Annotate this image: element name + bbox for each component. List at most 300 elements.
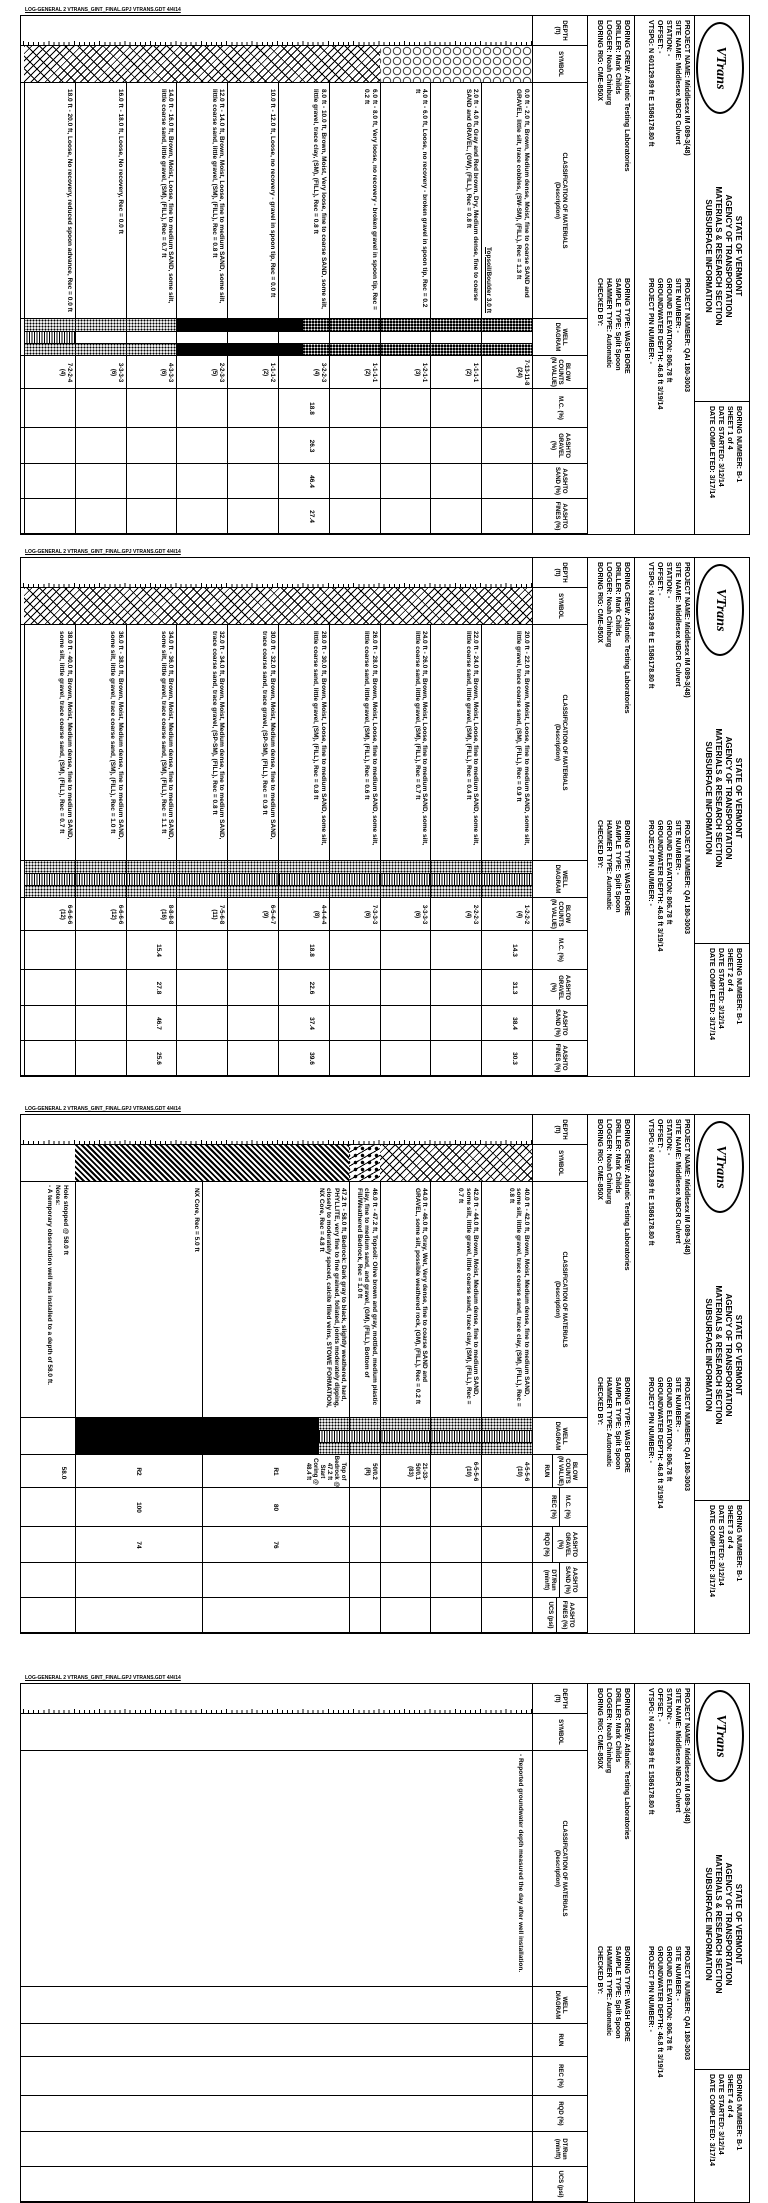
logo-text: VTrans [713, 1145, 728, 1189]
column-header-label: DEPTH (ft) [554, 1688, 567, 1709]
sheet-number: SHEET 2 of 4 [726, 948, 733, 992]
row-blow-counts: 4-3-3-3 (6) [160, 362, 174, 383]
column-header-label: AASHTO GRAVEL (%) [557, 1531, 578, 1558]
info-line: OFFSET: - [656, 562, 663, 596]
agency-line: SUBSURFACE INFORMATION [704, 199, 713, 313]
crew-line: BORING TYPE: WASH BORE [623, 1946, 630, 2042]
row-gravel-value: 27.8 [155, 981, 163, 995]
row-description: 16.0 ft - 18.0 ft, Loose, No recovery, Rec = 0.0 ft [116, 89, 124, 234]
row-description: 22.0 ft - 24.0 ft, Brown, Moist, Loose, fine to medium SAND, some silt, little coarse sand, little gravel, (SM), (FILL), Rec = 0.4 ft [464, 631, 480, 846]
notes-block [45, 1185, 69, 1625]
log-sheet-page [20, 557, 750, 1077]
row-description: 12.0 ft - 14.0 ft, Brown, Moist, Loose, fine to medium SAND, some silt, little coarse sand, little gravel, (SM), (FILL), Rec = 0.8 ft [210, 89, 226, 304]
log-row [126, 558, 177, 1076]
log-row [75, 558, 126, 1076]
crew-info-right [595, 1946, 631, 2201]
agency-line: MATERIALS & RESEARCH SECTION [714, 728, 723, 868]
info-line: STATION: - [665, 1119, 672, 1156]
info-line: SITE NUMBER: - [674, 278, 681, 333]
row-description: 44.0 ft - 46.0 ft, Gray, Wet, Very dense, fine to coarse SAND and GRAVEL, some silt, possible weathered rock, (GM), (FILL), Rec = 0.2 ft [413, 1188, 429, 1405]
row-divider [24, 625, 25, 1076]
agency-line: SUBSURFACE INFORMATION [704, 1298, 713, 1412]
crew-line: LOGGER: Noah Chinburg [605, 1688, 612, 1774]
footer-note: LOG-GENERAL 2 VTRANS_GINT_FINAL.GPJ VTRANS.GDT 4/4/14 [25, 549, 181, 555]
agency-title [703, 116, 743, 396]
info-line: PROJECT NUMBER: QAI 180-3003 [683, 820, 690, 934]
column-header-blows [533, 898, 587, 931]
column-header-fines [533, 2167, 587, 2202]
note-line: - A temporary observation well was installed to a depth of 58.0 ft. [45, 1185, 53, 1385]
crew-info-left [595, 562, 631, 817]
info-line: SITE NUMBER: - [674, 820, 681, 875]
project-info [634, 16, 694, 534]
column-header-moisture [533, 389, 587, 428]
row-description: 10.0 ft - 12.0 ft, Loose, no recovery - gravel in spoon tip, Rec = 0.0 ft [269, 89, 276, 298]
row-divider [227, 625, 228, 1076]
row-description: 6.0 ft - 8.0 ft, Very loose, no recovery - broken gravel in spoon tip, Rec = 0.2 ft [363, 89, 378, 310]
row-blow-counts: 4-5-5-6 (10) [516, 1461, 529, 1482]
crew-line: HAMMER TYPE: Automatic [605, 1377, 612, 1467]
project-info-right [646, 820, 691, 1075]
row-blow-counts: 1-1-1-1 (2) [465, 362, 479, 383]
crew-line: BORING RIG: CME-850X [596, 562, 603, 643]
column-header-depth [533, 558, 587, 588]
row-divider [202, 1182, 203, 1633]
column-header-label: SYMBOL [557, 51, 564, 77]
row-divider [278, 625, 279, 1076]
column-header-rock-label: DT/Run (min/ft) [543, 1563, 561, 1597]
row-blow-counts: 4-4-4-4 (8) [312, 904, 326, 925]
row-divider [176, 625, 177, 1076]
column-header-label: WELL DIAGRAM [554, 1421, 567, 1451]
column-header-label: BLOW COUNTS (N VALUE) [557, 1456, 578, 1486]
row-description: 47.2 ft - 58.0 ft, Bedrock: Dark gray to black, slightly weathered, hard, PHYLLITE, very fine to fine grained, foliated, joints moderately dipping, closely to moderately spaced, calcite filled veins, STOWE FORMATION, NX Core, Rec = 4.8 ft [317, 1188, 348, 1408]
row-blow-counts: 8-8-8-8 (16) [160, 904, 174, 925]
topsoil-boulder-label: Topsoil/Boulder 3.0 ft [485, 247, 493, 313]
column-header-classification [533, 83, 587, 319]
column-header-well [533, 861, 587, 898]
row-sand-value: 38.4 [511, 1017, 518, 1030]
hole-stopped-label: Hole stopped @ 58.0 ft [61, 1185, 69, 1255]
log-row [430, 558, 481, 1076]
column-header-label: DEPTH (ft) [554, 1119, 567, 1140]
log-sheet-page [20, 1683, 750, 2203]
row-description: 0.0 ft - 2.0 ft, Brown, Medium dense, Moist, fine to coarse SAND and GRAVEL, little silt, trace cobbles, (SW-SM), (FILL), Rec = 1.3 ft [515, 89, 530, 298]
column-header-classification [533, 625, 587, 861]
column-header-label: WELL DIAGRAM [554, 864, 567, 894]
column-header-label: CLASSIFICATION OF MATERIALS [561, 152, 567, 249]
agency-line: AGENCY OF TRANSPORTATION [724, 1293, 733, 1417]
crew-line: BORING TYPE: WASH BORE [623, 1377, 630, 1473]
row-divider [126, 83, 127, 534]
row-rqd-value: 76 [272, 1541, 280, 1549]
info-line: PROJECT PIN NUMBER: - [647, 278, 654, 364]
info-line: SITE NUMBER: - [674, 1377, 681, 1432]
crew-line: BORING CREW: Atlantic Testing Laboratories [623, 562, 630, 714]
notes-title: Notes: [53, 1185, 61, 1206]
column-header-blows [533, 1455, 587, 1488]
log-row [349, 1115, 379, 1633]
crew-info-right [595, 278, 631, 533]
column-header-label: WELL DIAGRAM [554, 322, 567, 352]
project-info [634, 1684, 694, 2202]
log-row [430, 1115, 481, 1633]
crew-info-left [595, 1119, 631, 1374]
row-sand-value: 37.4 [307, 1017, 315, 1030]
date-started: DATE STARTED: 3/12/14 [717, 1505, 724, 1586]
column-headers [532, 558, 587, 1076]
logo-text: VTrans [713, 588, 728, 632]
agency-line: SUBSURFACE INFORMATION [704, 741, 713, 855]
row-description: 46.0 ft - 47.2 ft, Topsoil: Olive brown and gray, mottled, medium plastic clay, fine to medium sand, and gravel, (GM), (FILL), Bottom of Fill/Weathered Bedrock, Rec = 1.0 ft [355, 1188, 378, 1406]
column-header-label: CLASSIFICATION OF MATERIALS [561, 694, 567, 791]
title-block [694, 1115, 749, 1633]
column-header-label: RUN [557, 2033, 564, 2047]
row-run-value: R2 [135, 1467, 143, 1476]
info-line: GROUNDWATER DEPTH: 46.8 ft 3/19/14 [656, 820, 663, 952]
column-header-label: M.C. (%) [564, 1495, 571, 1519]
sheet-number: SHEET 4 of 4 [726, 2074, 733, 2118]
log-row [380, 1115, 431, 1633]
row-divider [329, 625, 330, 1076]
column-header-label: AASHTO FINES (%) [561, 1600, 574, 1630]
log-body [21, 1115, 532, 1633]
log-row [278, 16, 329, 534]
crew-line: BORING RIG: CME-850X [596, 1119, 603, 1200]
crew-line: SAMPLE TYPE: Split Spoon [614, 278, 621, 371]
crew-line: DRILLER: Mark Childs [614, 1688, 621, 1763]
column-header-symbol [533, 46, 587, 83]
column-header-label: AASHTO SAND (%) [554, 467, 567, 495]
column-header-label: SYMBOL [557, 1150, 564, 1176]
date-completed: DATE COMPLETED: 3/17/14 [708, 406, 715, 499]
boring-info-box [695, 1500, 749, 1633]
log-row [278, 558, 329, 1076]
row-blow-counts: 6-6-6-6 (12) [58, 904, 72, 925]
agency-title [703, 1784, 743, 2064]
log-sheet-page [20, 1114, 750, 1634]
info-line: PROJECT NAME: Middlesex IM 089-3(48) [683, 1119, 690, 1255]
row-divider [349, 1182, 350, 1633]
info-line: OFFSET: - [656, 1688, 663, 1722]
column-header-depth [533, 16, 587, 46]
row-description: 8.0 ft - 10.0 ft, Brown, Moist, Very loose, fine to coarse SAND, some silt, little gravel, trace clay, (SM), (FILL), Rec = 0.8 ft [312, 89, 327, 309]
column-header-sand [533, 1563, 587, 1598]
row-mc-value: 18.8 [307, 944, 315, 957]
crew-info-left [595, 1688, 631, 1943]
info-line: PROJECT PIN NUMBER: - [647, 1946, 654, 2032]
log-row [202, 1115, 349, 1633]
row-blow-counts: 3-3-3-3 (6) [414, 904, 428, 925]
depth-scale-minor-ticks [21, 1710, 532, 1713]
column-header-fines [533, 1041, 587, 1076]
column-fines [21, 2167, 532, 2202]
row-description: 28.0 ft - 30.0 ft, Brown, Moist, Loose, fine to medium SAND, some silt, little coarse sand, little gravel, (SM), (FILL), Rec = 0.8 ft [312, 631, 327, 846]
row-blow-counts: 21-33-50/0.1 (83) [407, 1462, 428, 1481]
column-header-label: AASHTO FINES (%) [554, 501, 567, 531]
column-header-moisture [533, 2057, 587, 2096]
column-header-sand [533, 464, 587, 499]
agency-line: STATE OF VERMONT [734, 1314, 743, 1396]
column-header-rock-label: RQD (%) [543, 1527, 554, 1562]
column-header-label: BLOW COUNTS (N VALUE) [550, 357, 571, 387]
column-header-well [533, 1987, 587, 2024]
row-gravel-value: 31.3 [511, 981, 518, 995]
info-line: PROJECT NUMBER: QAI 180-3003 [683, 1377, 690, 1491]
row-blow-counts: 2-2-3-3 (5) [211, 362, 225, 383]
date-started: DATE STARTED: 3/12/14 [717, 948, 724, 1029]
column-header-label: SYMBOL [557, 593, 564, 619]
row-blow-counts: 7-3-3-3 (6) [363, 904, 377, 925]
column-header-fines [533, 499, 587, 534]
row-blow-counts: 3-2-2-3 (4) [312, 362, 326, 383]
project-info-right [646, 278, 691, 533]
column-header-label: M.C. (%) [557, 938, 564, 962]
log-row [227, 558, 278, 1076]
agency-line: STATE OF VERMONT [734, 215, 743, 297]
boring-info-box [695, 943, 749, 1076]
log-row [75, 1115, 202, 1633]
column-header-gravel [533, 428, 587, 464]
agency-title [703, 658, 743, 938]
info-line: SITE NAME: Middlesex NBCR Culvert [674, 20, 681, 145]
info-line: GROUND ELEVATION: 806.78 ft [665, 1377, 672, 1482]
info-line: PROJECT PIN NUMBER: - [647, 820, 654, 906]
notes-block [516, 1754, 524, 2194]
info-line: PROJECT NAME: Middlesex IM 089-3(48) [683, 562, 690, 698]
column-header-symbol [533, 1145, 587, 1182]
row-divider [24, 83, 25, 534]
crew-info-left [595, 20, 631, 275]
info-line: GROUNDWATER DEPTH: 46.8 ft 3/19/14 [656, 278, 663, 410]
row-blow-counts: 7-5-6-8 (11) [211, 904, 225, 925]
column-header-depth [533, 1684, 587, 1714]
crew-info [587, 558, 634, 1076]
agency-line: AGENCY OF TRANSPORTATION [724, 736, 733, 860]
info-line: VTSPG: N 601129.89 ft E 1586178.80 ft [647, 1688, 654, 1815]
info-line: SITE NAME: Middlesex NBCR Culvert [674, 1119, 681, 1244]
row-description: 26.0 ft - 28.0 ft, Brown, Moist, Loose, fine to medium SAND, some silt, little coarse sand, little gravel, (SM), (FILL), Rec = 0.6 ft [363, 631, 378, 846]
agency-line: MATERIALS & RESEARCH SECTION [714, 1285, 723, 1425]
boring-info-box [695, 2069, 749, 2202]
info-line: VTSPG: N 601129.89 ft E 1586178.80 ft [647, 562, 654, 689]
row-blow-counts: Top of Bedrock @ 47.2 ft Start Coring @ 48.4 ft [305, 1455, 347, 1488]
log-row [380, 558, 431, 1076]
agency-line: AGENCY OF TRANSPORTATION [724, 194, 733, 318]
column-blows [21, 2024, 532, 2057]
row-mc-value: 18.8 [307, 402, 315, 415]
row-rec-value: 80 [272, 1503, 280, 1512]
column-header-gravel [533, 1527, 587, 1563]
row-description: 4.0 ft - 6.0 ft, Loose, no recovery - broken gravel in spoon tip, Rec = 0.2 ft [413, 89, 429, 308]
agency-line: AGENCY OF TRANSPORTATION [724, 1862, 733, 1986]
title-block [694, 1684, 749, 2202]
column-header-label: REC (%) [557, 2064, 564, 2088]
row-divider [481, 83, 482, 534]
column-header-label: RQD (%) [557, 2101, 564, 2126]
row-description: 34.0 ft - 36.0 ft, Brown, Moist, Medium dense, fine to medium SAND, some silt, little gravel, trace coarse sand, (SM), (FILL), Rec = 1.1 ft [159, 631, 175, 840]
row-description: 30.0 ft - 32.0 ft, Brown, Moist, Medium dense, fine to medium SAND, trace coarse sand, trace gravel, (SP-SM), (FILL), Rec = 0.9 ft [261, 631, 276, 840]
row-rec-value: 100 [135, 1502, 143, 1513]
log-body [21, 558, 532, 1076]
agency-line: MATERIALS & RESEARCH SECTION [714, 186, 723, 326]
crew-info-right [595, 820, 631, 1075]
crew-line: CHECKED BY: [596, 820, 603, 869]
info-line: PROJECT NAME: Middlesex IM 089-3(48) [683, 20, 690, 156]
crew-line: BORING CREW: Atlantic Testing Laboratories [623, 1688, 630, 1840]
log-row [481, 1115, 532, 1633]
footer-note: LOG-GENERAL 2 VTRANS_GINT_FINAL.GPJ VTRANS.GDT 4/4/14 [25, 1675, 181, 1681]
title-block [694, 16, 749, 534]
note-line: - Reported groundwater depth measured the day after well installation. [517, 1754, 524, 1973]
row-description: 38.0 ft - 40.0 ft, Brown, Moist, Medium dense, fine to medium SAND, some silt, little gravel, trace coarse sand, (SM), (FILL), Rec = 0.7 ft [58, 631, 73, 840]
crew-line: LOGGER: Noah Chinburg [605, 20, 612, 106]
column-header-label: SYMBOL [557, 1719, 564, 1745]
agency-line: STATE OF VERMONT [734, 757, 743, 839]
crew-line: CHECKED BY: [596, 278, 603, 327]
row-description: 32.0 ft - 34.0 ft, Brown, Moist, Medium dense, fine to medium SAND, trace coarse sand, trace gravel, (SP-SM), (FILL), Rec = 0.8 ft [210, 631, 226, 840]
column-header-moisture [533, 931, 587, 970]
log-row [176, 558, 227, 1076]
crew-line: HAMMER TYPE: Automatic [605, 820, 612, 910]
row-divider [278, 83, 279, 534]
row-divider [481, 1182, 482, 1633]
vtrans-logo [696, 1690, 744, 1782]
row-divider [380, 625, 381, 1076]
crew-line: SAMPLE TYPE: Split Spoon [614, 1377, 621, 1470]
column-header-label: AASHTO SAND (%) [554, 1009, 567, 1037]
row-fines-value: 30.3 [511, 1052, 518, 1065]
project-info-left [646, 20, 691, 275]
project-info-right [646, 1946, 691, 2201]
logo-text: VTrans [713, 46, 728, 90]
column-header-sublabel: (Description) [554, 1280, 560, 1318]
info-line: STATION: - [665, 20, 672, 57]
crew-line: SAMPLE TYPE: Split Spoon [614, 1946, 621, 2039]
column-header-rock-label: REC (%) [550, 1488, 561, 1526]
column-header-label: DEPTH (ft) [554, 562, 567, 583]
row-blow-counts: 7-13-11-8 (24) [516, 359, 529, 386]
log-row [329, 16, 380, 534]
row-blow-counts: 3-3-3-3 (6) [109, 362, 123, 383]
row-rqd-value: 74 [135, 1541, 143, 1549]
info-line: GROUND ELEVATION: 806.78 ft [665, 1946, 672, 2051]
crew-line: DRILLER: Mark Childs [614, 1119, 621, 1194]
footer-note: LOG-GENERAL 2 VTRANS_GINT_FINAL.GPJ VTRANS.GDT 4/4/14 [25, 1106, 181, 1112]
column-well [21, 1987, 532, 2024]
info-line: SITE NAME: Middlesex NBCR Culvert [674, 1688, 681, 1813]
crew-line: LOGGER: Noah Chinburg [605, 562, 612, 648]
date-completed: DATE COMPLETED: 3/17/14 [708, 2074, 715, 2167]
info-line: GROUNDWATER DEPTH: 46.8 ft 3/19/14 [656, 1377, 663, 1509]
row-blow-counts: 1-2-2-2 (4) [516, 904, 529, 925]
boring-number: BORING NUMBER: B-1 [735, 406, 742, 483]
row-description: 40.0 ft - 42.0 ft, Brown, Moist, Medium dense, fine to medium SAND, some silt, little gravel, trace coarse sand, trace clay, (SM), (FILL), Rec = 0.8 ft [508, 1188, 530, 1407]
log-body [21, 1684, 532, 2202]
row-description: 2.0 ft - 4.0 ft, Gray and Red brown, Dry, Medium dense, fine to coarse SAND and GRAVEL, (GW), (FILL), Rec = 0.8 ft [464, 89, 480, 301]
info-line: GROUND ELEVATION: 806.78 ft [665, 820, 672, 925]
log-row [24, 558, 75, 1076]
crew-info [587, 1684, 634, 2202]
crew-line: CHECKED BY: [596, 1946, 603, 1995]
log-row [126, 16, 177, 534]
row-description: 36.0 ft - 38.0 ft, Brown, Moist, Medium dense, fine to medium SAND, some silt, little gravel, trace coarse sand, (SM), (FILL), Rec = 1.0 ft [109, 631, 124, 840]
column-header-moisture [533, 1488, 587, 1527]
column-headers [532, 1684, 587, 2202]
row-blow-counts: 1-1-1-1 (2) [363, 362, 377, 383]
column-header-classification [533, 1182, 587, 1418]
info-line: PROJECT NAME: Middlesex IM 089-3(48) [683, 1688, 690, 1824]
row-description: 14.0 ft - 16.0 ft, Brown, Moist, Loose, fine to medium SAND, some silt, little coarse sand, little gravel, (SM), (FILL), Rec = 0.7 ft [159, 89, 175, 304]
date-completed: DATE COMPLETED: 3/17/14 [708, 1505, 715, 1598]
log-row [481, 558, 532, 1076]
row-blow-counts: 1-1-1-2 (2) [262, 362, 275, 383]
log-row [24, 16, 75, 534]
row-divider [430, 1182, 431, 1633]
row-fines-value: 39.6 [307, 1052, 315, 1065]
boring-number: BORING NUMBER: B-1 [735, 948, 742, 1025]
info-line: STATION: - [665, 1688, 672, 1725]
row-divider [75, 1182, 76, 1633]
column-header-symbol [533, 588, 587, 625]
column-headers [532, 1115, 587, 1633]
log-row [75, 16, 126, 534]
row-description: 42.0 ft - 44.0 ft, Brown, Moist, Medium dense, fine to medium SAND, some silt, little gravel, little coarse sand, trace clay, (SM), (FILL), Rec = 0.7 ft [457, 1188, 480, 1405]
column-headers [532, 16, 587, 534]
row-divider [481, 625, 482, 1076]
info-line: STATION: - [665, 562, 672, 599]
row-sand-value: 46.4 [307, 475, 315, 488]
row-description: 18.0 ft - 20.0 ft, Loose, No recovery, reduced spoon advance, Rec = 0.0 ft [65, 89, 73, 312]
column-header-sand [533, 2132, 587, 2167]
row-blow-counts: 50/0.2 (R) [363, 1463, 377, 1480]
log-row [329, 558, 380, 1076]
column-symbol [21, 1714, 532, 1751]
row-run-value: R1 [272, 1467, 280, 1476]
column-header-label: AASHTO SAND (%) [564, 1566, 578, 1594]
column-header-label: DT/Run (min/ft) [554, 2138, 567, 2160]
vtrans-logo [696, 564, 744, 656]
crew-line: CHECKED BY: [596, 1377, 603, 1426]
agency-line: SUBSURFACE INFORMATION [704, 1867, 713, 1981]
row-divider [227, 83, 228, 534]
crew-line: DRILLER: Mark Childs [614, 562, 621, 637]
crew-info [587, 16, 634, 534]
vtrans-logo [696, 22, 744, 114]
sheet-number: SHEET 1 of 4 [726, 406, 733, 450]
agency-title [703, 1215, 743, 1495]
row-gravel-value: 26.3 [307, 439, 315, 453]
footer-note: LOG-GENERAL 2 VTRANS_GINT_FINAL.GPJ VTRANS.GDT 4/4/14 [25, 7, 181, 13]
logo-text: VTrans [713, 1714, 728, 1758]
column-depth [21, 1684, 532, 1714]
column-header-sublabel: (Description) [554, 723, 560, 761]
column-header-sublabel: (Description) [554, 181, 560, 219]
row-fines-value: 25.6 [155, 1052, 163, 1065]
row-description: 20.0 ft - 22.0 ft, Brown, Moist, Loose, fine to medium SAND, some silt, little gravel, trace coarse sand, (SM), (FILL), Rec = 0.9 ft [515, 631, 530, 846]
row-mc-value: 14.3 [511, 944, 518, 957]
row-divider [430, 83, 431, 534]
crew-line: BORING TYPE: WASH BORE [623, 278, 630, 374]
column-header-gravel [533, 2096, 587, 2132]
crew-line: BORING CREW: Atlantic Testing Laboratories [623, 1119, 630, 1271]
column-classification [21, 1751, 532, 1987]
row-description: 24.0 ft - 26.0 ft, Brown, Moist, Loose, fine to medium SAND, some silt, little coarse sand, little gravel, (SM), (FILL), Rec = 0.7 ft [413, 631, 429, 846]
project-info-left [646, 1119, 691, 1374]
info-line: OFFSET: - [656, 1119, 663, 1153]
row-divider [380, 83, 381, 534]
column-header-well [533, 319, 587, 356]
